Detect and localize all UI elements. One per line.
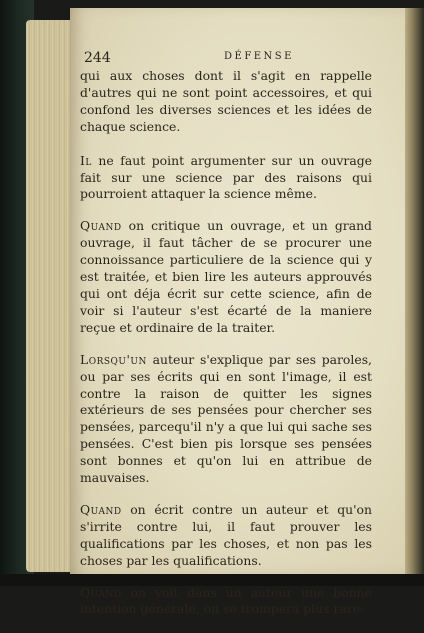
paragraph-1 [80, 68, 372, 136]
page-gutter-shadow [405, 8, 424, 574]
paragraph-lead: Quand [80, 218, 122, 234]
paragraph-3 [80, 218, 372, 336]
paragraph-text: auteur s'explique par ses paroles, ou par ses écrits qui en sont l'image, il est contre la raison de quitter les signes extérieurs de ses pensées pour chercher ses pensées, parcequ'il n'y a que lui qui sache ses pensées. C'est bien pis lorsque ses pensées sont bonnes et qu'on lui en attribue de mauvaises. [80, 351, 372, 486]
page-header [84, 50, 374, 66]
paragraph-text: on critique un ouvrage, et un grand ouvrage, il faut tâcher de se procurer une connoissance particuliere de la science qui y est traitée, et bien lire les auteurs approuvés qui ont déja écrit sur cette science, afin de voir si l'auteur s'est écarté de la maniere reçue et ordinaire de la traiter. [80, 218, 372, 335]
paragraph-lead: Il [80, 152, 92, 168]
paragraph-4 [80, 352, 372, 487]
paragraph-lead: Lorsqu'un [80, 351, 147, 367]
paragraph-2 [80, 153, 372, 204]
paragraph-lead: Quand [80, 501, 122, 517]
paragraph-text: on écrit contre un auteur et qu'on s'irrite contre lui, il faut prouver les qualifications par les choses, et non pas les choses par les qualifications. [80, 501, 372, 568]
paragraph-text: on voit dans un auteur une bonne intention générale, on se trompera plus rare- [80, 584, 372, 617]
body-text [80, 68, 372, 633]
page-number: 244 [84, 50, 111, 66]
paragraph-5 [80, 502, 372, 570]
running-head: DÉFENSE [224, 51, 294, 62]
paragraph-text: ne faut point argumenter sur un ouvrage fait sur une science par des raisons qui pourroient attaquer la science même. [80, 152, 372, 202]
paragraph-text: qui aux choses dont il s'agit en rappelle d'autres qui ne sont point accessoires, et qui confond les diverses sciences et les idées de chaque science. [80, 68, 372, 134]
paragraph-lead: Quand [80, 584, 122, 600]
paragraph-6 [80, 585, 372, 619]
